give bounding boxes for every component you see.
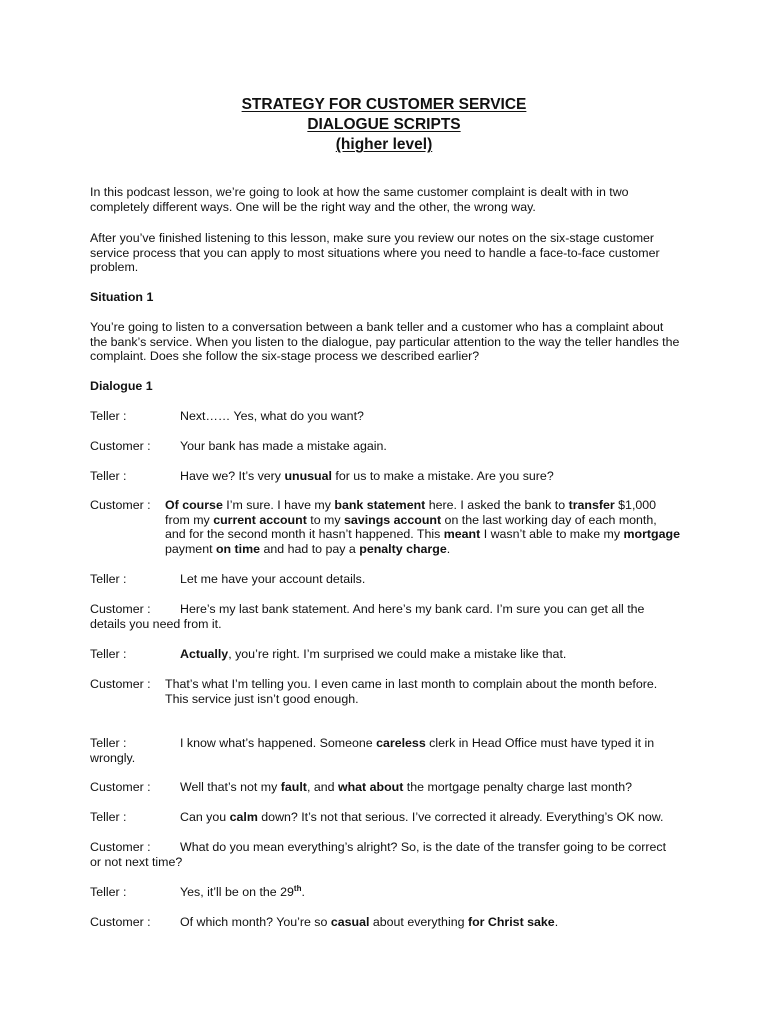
- dialogue-text: That’s what I’m telling you. I even came in last month to complain about the month before. This service just isn’t good enough.: [165, 677, 658, 706]
- dialogue-heading: Dialogue 1: [90, 379, 153, 393]
- document-subtitle: DIALOGUE SCRIPTS: [307, 116, 461, 133]
- dialogue-text: Have we? It’s very unusual for us to make a mistake. Are you sure?: [180, 469, 554, 483]
- title-block: [0, 95, 768, 155]
- speaker-label: Customer :: [90, 677, 151, 691]
- dialogue-text-continuation: wrongly.: [90, 751, 136, 765]
- dialogue-text: Of which month? You’re so casual about everything for Christ sake.: [180, 915, 559, 929]
- document-level: (higher level): [335, 136, 433, 153]
- dialogue-text: Can you calm down? It’s not that serious. I’ve corrected it already. Everything’s OK now.: [180, 810, 664, 824]
- speaker-label: Teller :: [90, 647, 127, 661]
- dialogue-text: I know what’s happened. Someone careless clerk in Head Office must have typed it in: [180, 736, 655, 750]
- dialogue-text: Actually, you’re right. I’m surprised we could make a mistake like that.: [180, 647, 567, 661]
- intro-paragraph-2: After you’ve finished listening to this lesson, make sure you review our notes on the six-stage customer service process that you can apply to most situations where you need to handle a face-to-face customer problem.: [90, 231, 660, 275]
- speaker-label: Teller :: [90, 810, 127, 824]
- speaker-label: Customer :: [90, 498, 151, 512]
- speaker-label: Customer :: [90, 840, 151, 854]
- dialogue-text-continuation: details you need from it.: [90, 617, 222, 631]
- speaker-label: Customer :: [90, 915, 151, 929]
- situation-paragraph: You’re going to listen to a conversation between a bank teller and a customer who has a complaint about the bank’s service. When you listen to the dialogue, pay particular attention to the way the teller handles the complaint. Does she follow the six-stage process we described earlier?: [90, 320, 680, 364]
- dialogue-text: Here’s my last bank statement. And here’s my bank card. I’m sure you can get all the: [180, 602, 645, 616]
- dialogue-text: Your bank has made a mistake again.: [180, 439, 387, 453]
- dialogue-text: Next…… Yes, what do you want?: [180, 409, 364, 423]
- speaker-label: Teller :: [90, 409, 127, 423]
- speaker-label: Teller :: [90, 885, 127, 899]
- speaker-label: Customer :: [90, 602, 151, 616]
- situation-heading: Situation 1: [90, 290, 154, 304]
- document-title: STRATEGY FOR CUSTOMER SERVICE: [241, 96, 527, 113]
- speaker-label: Teller :: [90, 572, 127, 586]
- dialogue-text: Let me have your account details.: [180, 572, 366, 586]
- speaker-label: Customer :: [90, 780, 151, 794]
- dialogue-text: Well that’s not my fault, and what about the mortgage penalty charge last month?: [180, 780, 633, 794]
- intro-paragraph-1: In this podcast lesson, we’re going to look at how the same customer complaint is dealt with in two completely different ways. One will be the right way and the other, the wrong way.: [90, 185, 629, 214]
- dialogue-text-continuation: or not next time?: [90, 855, 183, 869]
- dialogue-text: Of course I’m sure. I have my bank statement here. I asked the bank to transfer $1,000 from my current account to my savings account on the last working day of each month, and for the second month it hasn’t happened. This meant I wasn’t able to make my mortgage payment on time and had to pay a penalty charge.: [165, 498, 680, 556]
- speaker-label: Customer :: [90, 439, 151, 453]
- dialogue-text: Yes, it’ll be on the 29th.: [180, 883, 305, 899]
- speaker-label: Teller :: [90, 469, 127, 483]
- dialogue-text: What do you mean everything’s alright? So, is the date of the transfer going to be correct: [180, 840, 667, 854]
- speaker-label: Teller :: [90, 736, 127, 750]
